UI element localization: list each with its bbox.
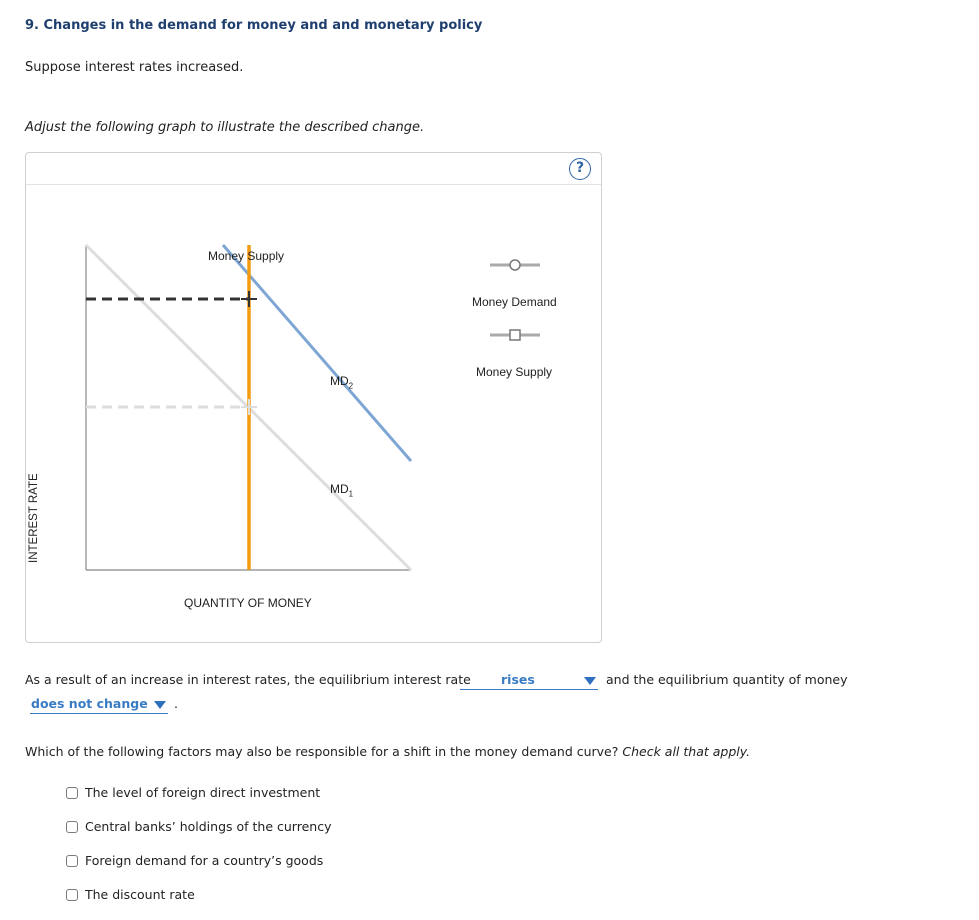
quantity-select[interactable]: [30, 696, 168, 714]
checkbox[interactable]: [66, 889, 78, 901]
graph-panel: [25, 152, 602, 643]
square-handle-icon: [510, 330, 520, 340]
option-foreign-demand[interactable]: [66, 853, 323, 868]
interest-rate-select-value: rises: [501, 672, 535, 687]
checkbox[interactable]: [66, 821, 78, 833]
palette-money-demand-tool[interactable]: [490, 260, 540, 270]
md2-curve[interactable]: [223, 245, 411, 461]
circle-handle-icon: [510, 260, 520, 270]
money-supply-curve-label: Money Supply: [208, 249, 285, 263]
option-foreign-direct-investment[interactable]: [66, 785, 320, 800]
option-central-bank-holdings[interactable]: [66, 819, 331, 834]
quantity-select-value: does not change: [31, 696, 148, 711]
md1-label: $MD_1$: [330, 482, 354, 499]
page-title: 9. Changes in the demand for money and and monetary policy: [25, 18, 483, 33]
help-icon[interactable]: ?: [569, 158, 591, 180]
x-axis-label: QUANTITY OF MONEY: [184, 596, 312, 610]
option-label: The level of foreign direct investment: [85, 785, 321, 800]
palette-money-supply-label: Money Supply: [476, 365, 553, 379]
checkbox[interactable]: [66, 855, 78, 867]
question1-text-before: As a result of an increase in interest rates, the equilibrium interest rate: [25, 672, 471, 687]
instruction-text: Adjust the following graph to illustrate the described change.: [25, 120, 425, 135]
md2-label: $MD_2$: [330, 374, 354, 391]
money-market-graph: [26, 153, 603, 644]
checkbox[interactable]: [66, 787, 78, 799]
y-axis-label: INTEREST RATE: [28, 473, 40, 563]
palette-money-supply-tool[interactable]: [490, 330, 540, 340]
option-label: Central banks’ holdings of the currency: [85, 819, 332, 834]
option-label: The discount rate: [85, 887, 195, 902]
dropdown-arrow-icon: [154, 701, 166, 709]
option-discount-rate[interactable]: [66, 887, 195, 902]
option-label: Foreign demand for a country’s goods: [85, 853, 324, 868]
intro-text: Suppose interest rates increased.: [25, 60, 244, 75]
question1-text-after: .: [174, 696, 178, 711]
question1-text-middle: and the equilibrium quantity of money: [606, 672, 848, 687]
interest-rate-select[interactable]: [460, 672, 598, 690]
dropdown-arrow-icon: [584, 677, 596, 685]
palette-money-demand-label: Money Demand: [472, 295, 557, 309]
new-equilibrium-point[interactable]: [241, 291, 257, 307]
question2-text: Which of the following factors may also be responsible for a shift in the money demand curve? Check all that apply.: [25, 744, 751, 759]
